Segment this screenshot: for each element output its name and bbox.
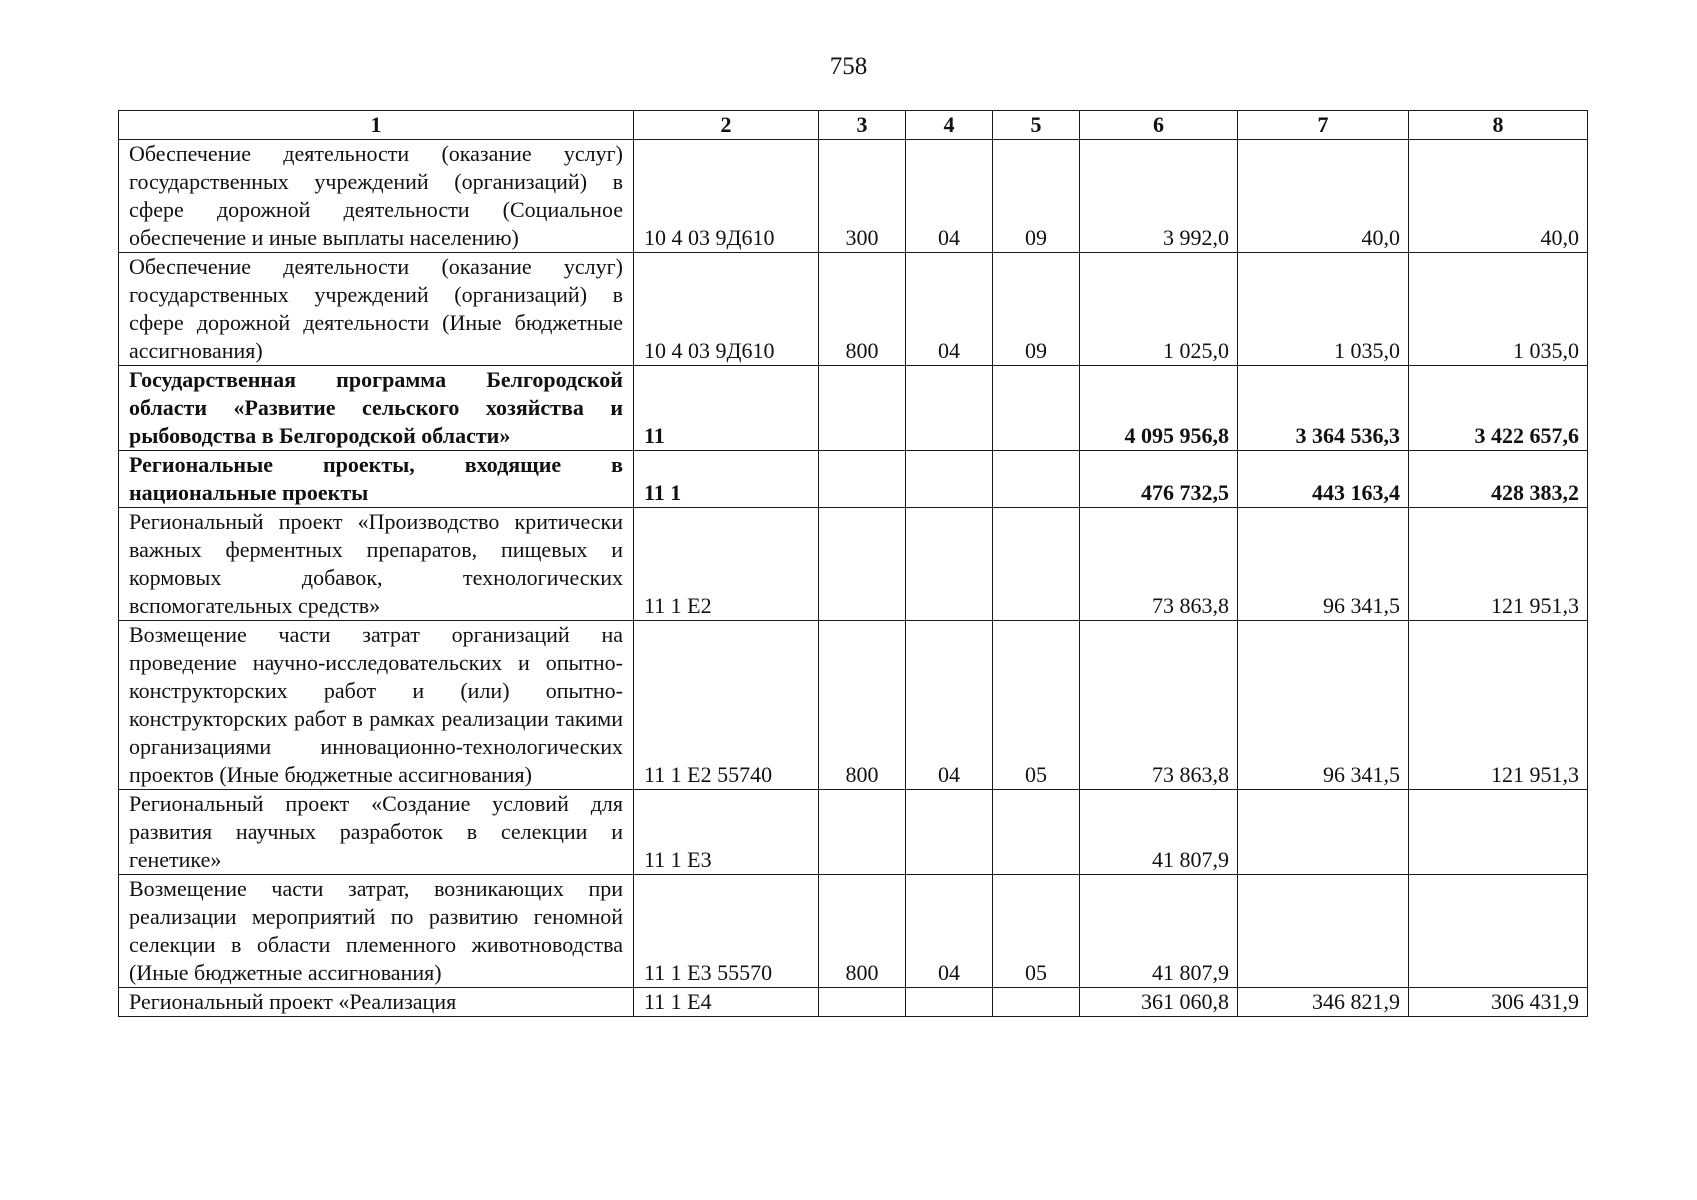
- row-col8: 306 431,9: [1409, 988, 1588, 1017]
- row-col5: [993, 790, 1080, 875]
- row-code: 10 4 03 9Д610: [634, 253, 819, 366]
- row-col6: 73 863,8: [1080, 621, 1238, 790]
- row-code: 11 1 E3: [634, 790, 819, 875]
- row-col7: [1238, 875, 1409, 988]
- table-row: [119, 366, 1588, 451]
- row-code: 11 1: [634, 451, 819, 508]
- row-code: 11 1 E2 55740: [634, 621, 819, 790]
- row-col4: 04: [906, 140, 993, 253]
- table-row: [119, 875, 1588, 988]
- row-code: 11 1 E2: [634, 508, 819, 621]
- row-col5: [993, 366, 1080, 451]
- row-col8: 40,0: [1409, 140, 1588, 253]
- row-col7: 96 341,5: [1238, 621, 1409, 790]
- row-col7: 96 341,5: [1238, 508, 1409, 621]
- row-col3: [819, 451, 906, 508]
- row-col7: 3 364 536,3: [1238, 366, 1409, 451]
- col-header-5: 5: [993, 111, 1080, 140]
- row-col4: [906, 508, 993, 621]
- row-col7: 1 035,0: [1238, 253, 1409, 366]
- row-col8: [1409, 790, 1588, 875]
- row-col4: 04: [906, 875, 993, 988]
- row-col8: 121 951,3: [1409, 508, 1588, 621]
- row-col5: 05: [993, 621, 1080, 790]
- row-col3: 300: [819, 140, 906, 253]
- row-col3: [819, 508, 906, 621]
- row-col5: 05: [993, 875, 1080, 988]
- budget-table: [118, 110, 1588, 1017]
- row-code: 11 1 E3 55570: [634, 875, 819, 988]
- row-col8: 1 035,0: [1409, 253, 1588, 366]
- row-col3: [819, 988, 906, 1017]
- col-header-7: 7: [1238, 111, 1409, 140]
- row-name: Возмещение части затрат, возникающих при реализации мероприятий по развитию геномной селекции в области племенного животноводства (Иные бюджетные ассигнования): [119, 875, 634, 988]
- row-name: Обеспечение деятельности (оказание услуг) государственных учреждений (организаций) в сфере дорожной деятельности (Иные бюджетные ассигнования): [119, 253, 634, 366]
- row-col8: 428 383,2: [1409, 451, 1588, 508]
- row-col6: 476 732,5: [1080, 451, 1238, 508]
- row-col4: [906, 790, 993, 875]
- row-col4: [906, 988, 993, 1017]
- table-row: [119, 140, 1588, 253]
- row-col5: [993, 451, 1080, 508]
- row-col4: [906, 451, 993, 508]
- row-col6: 3 992,0: [1080, 140, 1238, 253]
- col-header-4: 4: [906, 111, 993, 140]
- row-name: Региональный проект «Производство критически важных ферментных препаратов, пищевых и кормовых добавок, технологических вспомогательных средств»: [119, 508, 634, 621]
- row-col8: [1409, 875, 1588, 988]
- row-col5: 09: [993, 253, 1080, 366]
- row-code: 11: [634, 366, 819, 451]
- row-col6: 73 863,8: [1080, 508, 1238, 621]
- row-col7: 346 821,9: [1238, 988, 1409, 1017]
- row-col7: [1238, 790, 1409, 875]
- col-header-2: 2: [634, 111, 819, 140]
- table-row: [119, 621, 1588, 790]
- row-col3: 800: [819, 875, 906, 988]
- row-col5: [993, 988, 1080, 1017]
- table-row: [119, 508, 1588, 621]
- row-col6: 361 060,8: [1080, 988, 1238, 1017]
- row-col6: 4 095 956,8: [1080, 366, 1238, 451]
- row-name: Обеспечение деятельности (оказание услуг) государственных учреждений (организаций) в сфере дорожной деятельности (Социальное обеспечение и иные выплаты населению): [119, 140, 634, 253]
- row-name: Возмещение части затрат организаций на проведение научно-исследовательских и опытно-конструкторских работ и (или) опытно-конструкторских работ в рамках реализации такими организациями инновационно-технологических проектов (Иные бюджетные ассигнования): [119, 621, 634, 790]
- page-number: 758: [829, 53, 868, 80]
- table-row: [119, 790, 1588, 875]
- row-col8: 121 951,3: [1409, 621, 1588, 790]
- row-col4: 04: [906, 621, 993, 790]
- row-col8: 3 422 657,6: [1409, 366, 1588, 451]
- row-col3: 800: [819, 253, 906, 366]
- row-col3: [819, 790, 906, 875]
- col-header-1: 1: [119, 111, 634, 140]
- col-header-8: 8: [1409, 111, 1588, 140]
- row-col5: 09: [993, 140, 1080, 253]
- row-name: Региональный проект «Создание условий для развития научных разработок в селекции и генетике»: [119, 790, 634, 875]
- row-col3: [819, 366, 906, 451]
- table-row: [119, 988, 1588, 1017]
- col-header-6: 6: [1080, 111, 1238, 140]
- row-col4: [906, 366, 993, 451]
- row-col3: 800: [819, 621, 906, 790]
- table-row: [119, 253, 1588, 366]
- row-name: Государственная программа Белгородской области «Развитие сельского хозяйства и рыбоводства в Белгородской области»: [119, 366, 634, 451]
- header-row: [119, 111, 1588, 140]
- row-col6: 41 807,9: [1080, 790, 1238, 875]
- row-name: Региональные проекты, входящие в национальные проекты: [119, 451, 634, 508]
- row-col5: [993, 508, 1080, 621]
- row-col7: 40,0: [1238, 140, 1409, 253]
- row-col6: 41 807,9: [1080, 875, 1238, 988]
- row-code: 10 4 03 9Д610: [634, 140, 819, 253]
- row-col4: 04: [906, 253, 993, 366]
- row-code: 11 1 E4: [634, 988, 819, 1017]
- row-name: Региональный проект «Реализация: [119, 988, 634, 1017]
- table-row: [119, 451, 1588, 508]
- row-col7: 443 163,4: [1238, 451, 1409, 508]
- col-header-3: 3: [819, 111, 906, 140]
- row-col6: 1 025,0: [1080, 253, 1238, 366]
